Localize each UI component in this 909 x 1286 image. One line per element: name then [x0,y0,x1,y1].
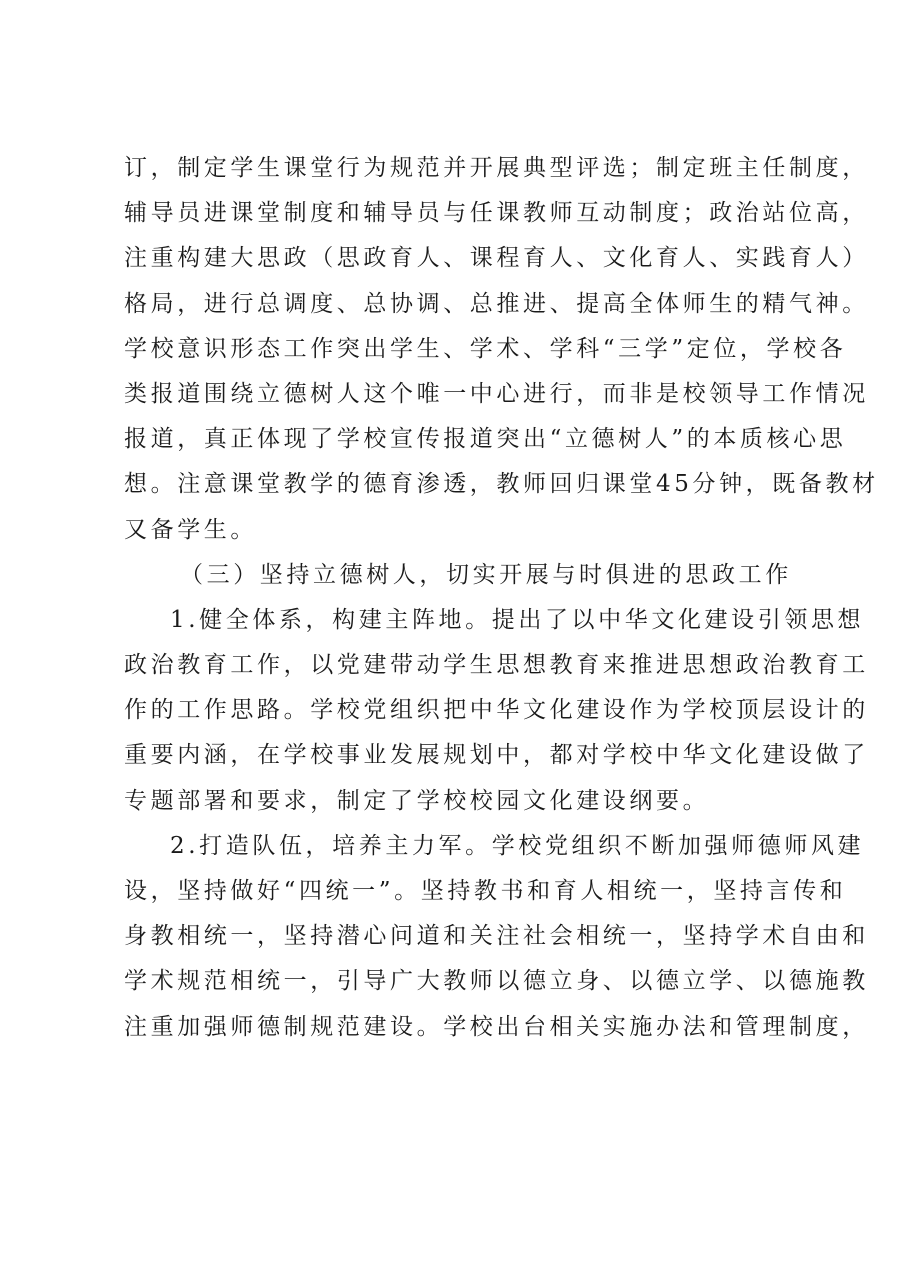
text-line: 类报道围绕立德树人这个唯一中心进行，而非是校领导工作情况 [124,380,869,407]
text-line: 专题部署和要求，制定了学校校园文化建设纲要。 [124,787,710,814]
numbered-item-2-start: 2.打造队伍，培养主力军。学校党组织不断加强师德师风建 [170,832,865,859]
text-line: 身教相统一，坚持潜心问道和关注社会相统一，坚持学术自由和 [124,923,869,950]
text-line: 设，坚持做好“四统一”。坚持教书和育人相统一，坚持言传和 [124,878,847,904]
text-line: 报道，真正体现了学校宣传报道突出“立德树人”的本质核心思 [124,426,847,453]
document-body [124,146,879,1050]
text-line: 格局，进行总调度、总协调、总推进、提高全体师生的精气神。 [124,290,869,317]
text-line: 辅导员进课堂制度和辅导员与任课教师互动制度；政治站位高， [124,200,869,227]
text-line: 注重构建大思政（思政育人、课程育人、文化育人、实践育人） [124,245,869,272]
text-line: 又备学生。 [124,516,257,543]
text-line: 订，制定学生课堂行为规范并开展典型评选；制定班主任制度， [124,155,869,181]
text-line: 注重加强师德制规范建设。学校出台相关实施办法和管理制度， [124,1013,869,1040]
text-line: 想。注意课堂教学的德育渗透，教师回归课堂45分钟，既备教材 [124,471,879,498]
text-line: 重要内涵，在学校事业发展规划中，都对学校中华文化建设做了 [124,742,869,769]
text-line: 作的工作思路。学校党组织把中华文化建设作为学校顶层设计的 [124,697,869,724]
text-line: 学术规范相统一，引导广大教师以德立身、以德立学、以德施教 [124,968,869,995]
numbered-item-1-start: 1.健全体系，构建主阵地。提出了以中华文化建设引领思想 [170,606,865,633]
section-heading: （三）坚持立德树人，切实开展与时俱进的思政工作 [180,561,792,588]
text-line: 政治教育工作，以党建带动学生思想教育来推进思想政治教育工 [124,652,869,679]
text-line: 学校意识形态工作突出学生、学术、学科“三学”定位，学校各 [124,335,847,362]
